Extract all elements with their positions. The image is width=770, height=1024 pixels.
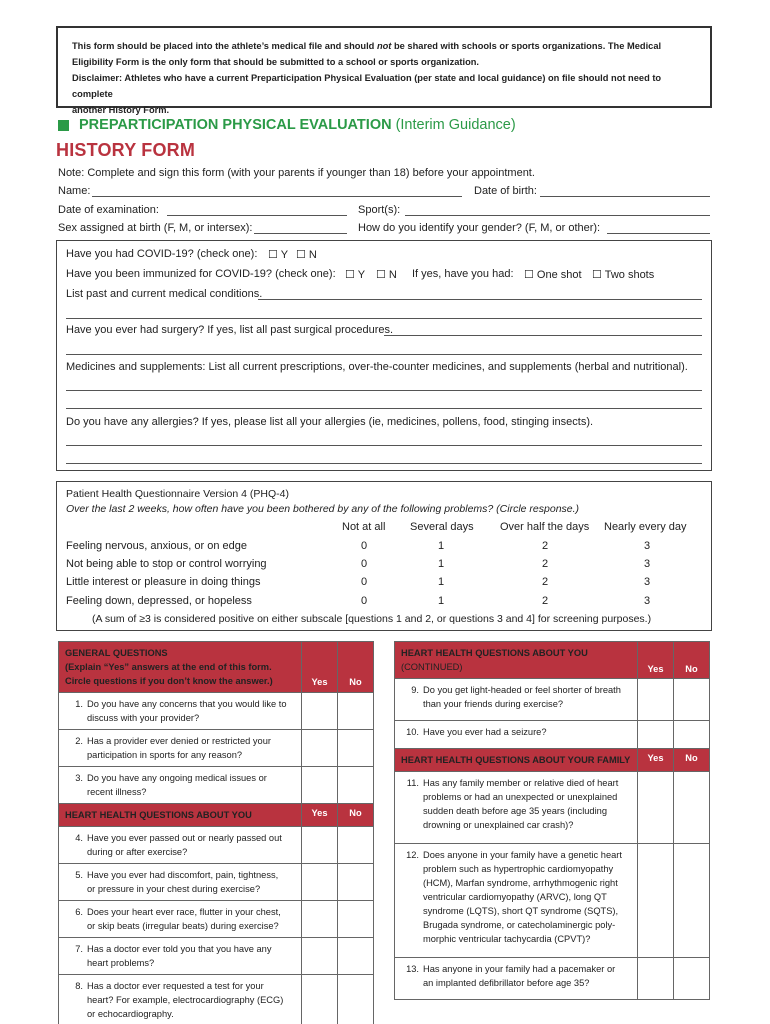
heart-continued-header — [395, 642, 710, 679]
no-answer-cell[interactable] — [338, 730, 374, 767]
question-row — [59, 693, 374, 730]
phq4-col-not-at-all: Not at all — [342, 521, 386, 533]
question-row — [59, 975, 374, 1024]
question-number: 10. — [406, 727, 419, 737]
question-text-line: or echocardiography. — [87, 1009, 174, 1019]
one-shot-checkbox[interactable]: ☐ One shot — [524, 269, 582, 281]
question-text-line: problem such as hypertrophic cardiomyopathy — [423, 864, 614, 874]
question-text-line: heart? For example, electrocardiography (ECG) — [87, 995, 284, 1005]
question-text — [87, 905, 281, 933]
phq4-row-label: Not being able to stop or control worrying — [66, 558, 267, 570]
question-text — [87, 771, 267, 799]
phq4-option[interactable]: 1 — [438, 576, 445, 588]
covid-immunized-no-checkbox[interactable]: ☐ N — [376, 269, 397, 281]
phq4-instruction: Over the last 2 weeks, how often have you been bothered by any of the following problems? (Circle response.) — [66, 503, 580, 515]
yes-column-header: Yes — [302, 642, 338, 693]
heart-health-title: HEART HEALTH QUESTIONS ABOUT YOU — [59, 804, 302, 827]
question-text-line: Do you have any concerns that you would like to — [87, 699, 287, 709]
question-text-line: Brugada syndrome, or catecholaminergic poly- — [423, 920, 616, 930]
question-number: 8. — [75, 981, 83, 991]
family-heart-header — [395, 749, 710, 772]
question-row — [59, 864, 374, 901]
no-column-header: No — [674, 642, 710, 679]
phq4-option[interactable]: 3 — [644, 576, 651, 588]
general-questions-title: GENERAL QUESTIONS — [65, 648, 168, 658]
covid-had-question: Have you had COVID-19? (check one): — [66, 248, 258, 260]
question-row — [59, 730, 374, 767]
phq4-row-label: Feeling down, depressed, or hopeless — [66, 595, 252, 607]
phq4-option[interactable]: 1 — [438, 540, 445, 552]
phq4-col-nearly-every-day: Nearly every day — [604, 521, 687, 533]
general-questions-instruction-1: (Explain “Yes” answers at the end of this form. — [65, 662, 272, 672]
phq4-option[interactable]: 2 — [542, 540, 549, 552]
question-text-line: Have you ever passed out or nearly passed out — [87, 833, 282, 843]
question-text-line: Do you get light-headed or feel shorter of breath — [423, 685, 621, 695]
yes-answer-cell[interactable] — [302, 730, 338, 767]
medicines-line-1[interactable] — [66, 390, 702, 391]
yes-answer-cell[interactable] — [638, 721, 674, 749]
notice-line-2: Eligibility Form is the only form that should be submitted to a school or sports organization. — [72, 57, 480, 67]
phq4-option[interactable]: 2 — [542, 576, 549, 588]
question-text-line: participation in sports for any reason? — [87, 750, 243, 760]
question-number: 3. — [75, 773, 83, 783]
phq4-title: Patient Health Questionnaire Version 4 (PHQ-4) — [66, 488, 289, 500]
phq4-option[interactable]: 0 — [361, 540, 368, 552]
question-number: 4. — [75, 833, 83, 843]
two-shots-checkbox[interactable]: ☐ Two shots — [592, 269, 655, 281]
no-answer-cell[interactable] — [338, 827, 374, 864]
question-text-line: Has a doctor ever told you that you have any — [87, 944, 272, 954]
phq4-row-label: Feeling nervous, anxious, or on edge — [66, 540, 248, 552]
phq4-option[interactable]: 2 — [542, 558, 549, 570]
question-number: 6. — [75, 907, 83, 917]
question-text-line: Do you have any ongoing medical issues or — [87, 773, 267, 783]
question-text-line: or skip beats (irregular beats) during exercise? — [87, 921, 279, 931]
question-text-line: discuss with your provider? — [87, 713, 200, 723]
phq4-option[interactable]: 2 — [542, 595, 549, 607]
general-questions-instruction-2: Circle questions if you don’t know the answer.) — [65, 676, 273, 686]
conditions-line-1[interactable] — [258, 299, 702, 300]
ppe-title-text: PREPARTICIPATION PHYSICAL EVALUATION — [79, 117, 392, 133]
sex-field[interactable] — [254, 233, 347, 234]
ppe-title — [58, 117, 516, 133]
yes-answer-cell[interactable] — [302, 975, 338, 1024]
no-answer-cell[interactable] — [338, 693, 374, 730]
covid-immunized-question: Have you been immunized for COVID-19? (check one): — [66, 268, 336, 280]
no-answer-cell[interactable] — [674, 679, 710, 721]
question-row — [395, 958, 710, 1000]
question-text-line: Have you ever had a seizure? — [423, 727, 547, 737]
question-text — [423, 848, 622, 946]
no-column-header: No — [338, 642, 374, 693]
phq4-option[interactable]: 3 — [644, 558, 651, 570]
yes-column-header: Yes — [638, 642, 674, 679]
no-answer-cell[interactable] — [338, 975, 374, 1024]
surgery-line-1[interactable] — [384, 335, 702, 336]
question-number: 9. — [411, 685, 419, 695]
question-text — [87, 697, 286, 725]
family-heart-title: HEART HEALTH QUESTIONS ABOUT YOUR FAMILY — [395, 749, 638, 772]
general-questions-table — [58, 641, 374, 1024]
notice-line-3: Disclaimer: Athletes who have a current Preparticipation Physical Evaluation (per state and local guidance) on file should not need to complete — [72, 73, 662, 99]
ppe-subtitle: (Interim Guidance) — [395, 117, 516, 133]
general-questions-header — [59, 642, 374, 693]
yes-answer-cell[interactable] — [638, 679, 674, 721]
phq4-option[interactable]: 0 — [361, 558, 368, 570]
phq4-col-over-half: Over half the days — [500, 521, 590, 533]
question-number: 12. — [406, 850, 419, 860]
covid-had-yes-checkbox[interactable]: ☐ Y — [268, 249, 289, 261]
question-text — [87, 831, 282, 859]
covid-had-no-checkbox[interactable]: ☐ N — [296, 249, 317, 261]
allergies-line-1[interactable] — [66, 445, 702, 446]
no-answer-cell[interactable] — [338, 901, 374, 938]
question-text-line: sudden death before age 35 years (including — [423, 806, 608, 816]
phq4-option[interactable]: 0 — [361, 576, 368, 588]
question-number: 2. — [75, 736, 83, 746]
question-text-line: an implanted defibrillator before age 35? — [423, 978, 590, 988]
question-text-line: ventricular cardiomyopathy (ARVC), long QT — [423, 892, 607, 902]
allergies-line-2[interactable] — [66, 463, 702, 464]
conditions-question: List past and current medical conditions. — [66, 288, 263, 300]
heart-continued-title: HEART HEALTH QUESTIONS ABOUT YOU — [401, 648, 588, 658]
medicines-question: Medicines and supplements: List all current prescriptions, over-the-counter medicines, and supplements (herbal and nutritional). — [66, 361, 688, 373]
notice-box — [56, 26, 712, 115]
question-row — [59, 901, 374, 938]
question-number: 7. — [75, 944, 83, 954]
question-text-line: Has anyone in your family had a pacemaker or — [423, 964, 616, 974]
no-column-header: No — [338, 804, 374, 827]
medicines-line-2[interactable] — [66, 408, 702, 409]
question-text-line: than your friends during exercise? — [423, 699, 564, 709]
question-text-line: Does anyone in your family have a genetic heart — [423, 850, 622, 860]
question-text-line: during or after exercise? — [87, 847, 188, 857]
question-number: 13. — [406, 964, 419, 974]
phq4-col-several-days: Several days — [410, 521, 474, 533]
phq4-option[interactable]: 3 — [644, 595, 651, 607]
question-row — [59, 827, 374, 864]
yes-column-header: Yes — [638, 749, 674, 772]
no-answer-cell[interactable] — [674, 844, 710, 958]
sports-field[interactable] — [405, 215, 710, 216]
heart-health-table — [394, 641, 710, 1000]
question-row — [395, 772, 710, 844]
question-text — [423, 725, 547, 739]
question-text-line: morphic ventricular tachycardia (CPVT)? — [423, 934, 591, 944]
surgery-question: Have you ever had surgery? If yes, list all past surgical procedures. — [66, 324, 394, 336]
notice-line-1: This form should be placed into the athlete’s medical file and should not be shared with schools or sports organizations. The Medical — [72, 41, 662, 51]
question-text-line: syndrome (LQTS), short QT syndrome (SQTS), — [423, 906, 619, 916]
question-text-line: or pressure in your chest during exercise? — [87, 884, 261, 894]
no-answer-cell[interactable] — [338, 767, 374, 804]
question-number: 5. — [75, 870, 83, 880]
phq4-row-label: Little interest or pleasure in doing things — [66, 576, 261, 588]
exam-date-field[interactable] — [167, 215, 347, 216]
question-text — [87, 979, 283, 1021]
phq4-option[interactable]: 0 — [361, 595, 368, 607]
question-row — [59, 767, 374, 804]
note-text: Note: Complete and sign this form (with your parents if younger than 18) before your appointment. — [58, 167, 535, 179]
question-text — [87, 868, 278, 896]
yes-answer-cell[interactable] — [302, 767, 338, 804]
allergies-question: Do you have any allergies? If yes, please list all your allergies (ie, medicines, pollens, food, stinging insects). — [66, 416, 594, 428]
question-text-line: drowning or unexplained car crash)? — [423, 820, 574, 830]
green-square-icon — [58, 120, 69, 131]
no-column-header: No — [674, 749, 710, 772]
question-row — [59, 938, 374, 975]
if-yes-label: If yes, have you had: — [412, 268, 514, 280]
yes-answer-cell[interactable] — [302, 693, 338, 730]
no-answer-cell[interactable] — [674, 958, 710, 1000]
question-text-line: heart problems? — [87, 958, 155, 968]
question-text-line: Has a doctor ever requested a test for your — [87, 981, 264, 991]
yes-answer-cell[interactable] — [638, 844, 674, 958]
question-text-line: Have you ever had discomfort, pain, tightness, — [87, 870, 279, 880]
question-text — [423, 776, 618, 832]
exam-date-label: Date of examination: — [58, 204, 159, 216]
phq4-option[interactable]: 1 — [438, 558, 445, 570]
yes-answer-cell[interactable] — [302, 864, 338, 901]
question-row — [395, 721, 710, 749]
yes-column-header: Yes — [302, 804, 338, 827]
yes-answer-cell[interactable] — [302, 938, 338, 975]
no-answer-cell[interactable] — [674, 721, 710, 749]
yes-answer-cell[interactable] — [302, 827, 338, 864]
heart-continued-subtitle: (CONTINUED) — [401, 662, 463, 672]
sports-label: Sport(s): — [358, 204, 401, 216]
no-answer-cell[interactable] — [338, 864, 374, 901]
name-label: Name: — [58, 185, 91, 197]
question-text-line: Does your heart ever race, flutter in your chest, — [87, 907, 281, 917]
phq4-footnote: (A sum of ≥3 is considered positive on either subscale [questions 1 and 2, or questions 3 and 4] for screening purposes.) — [92, 613, 652, 625]
covid-immunized-yes-checkbox[interactable]: ☐ Y — [345, 269, 366, 281]
question-text-line: (HCM), Marfan syndrome, arrhythmogenic right — [423, 878, 618, 888]
no-answer-cell[interactable] — [674, 772, 710, 844]
phq4-option[interactable]: 1 — [438, 595, 445, 607]
question-text-line: Has a provider ever denied or restricted your — [87, 736, 271, 746]
dob-label: Date of birth: — [474, 185, 537, 197]
yes-answer-cell[interactable] — [638, 772, 674, 844]
notice-line-4: another History Form. — [72, 105, 170, 115]
yes-answer-cell[interactable] — [302, 901, 338, 938]
name-field[interactable] — [92, 196, 462, 197]
question-row — [395, 844, 710, 958]
gender-label: How do you identify your gender? (F, M, or other): — [358, 222, 601, 234]
gender-field[interactable] — [607, 233, 710, 234]
yes-answer-cell[interactable] — [638, 958, 674, 1000]
question-text-line: Has any family member or relative died of heart — [423, 778, 619, 788]
question-text-line: problems or had an unexpected or unexplained — [423, 792, 618, 802]
heart-health-header — [59, 804, 374, 827]
question-text — [423, 962, 615, 990]
question-row — [395, 679, 710, 721]
question-text-line: recent illness? — [87, 787, 147, 797]
conditions-line-2[interactable] — [66, 318, 702, 319]
history-form-title: HISTORY FORM — [56, 140, 196, 160]
question-number: 11. — [406, 778, 419, 788]
sex-label: Sex assigned at birth (F, M, or intersex): — [58, 222, 253, 234]
question-text — [87, 942, 272, 970]
phq4-option[interactable]: 3 — [644, 540, 651, 552]
surgery-line-2[interactable] — [66, 354, 702, 355]
dob-field[interactable] — [540, 196, 710, 197]
question-text — [423, 683, 621, 711]
question-number: 1. — [75, 699, 83, 709]
question-text — [87, 734, 271, 762]
no-answer-cell[interactable] — [338, 938, 374, 975]
